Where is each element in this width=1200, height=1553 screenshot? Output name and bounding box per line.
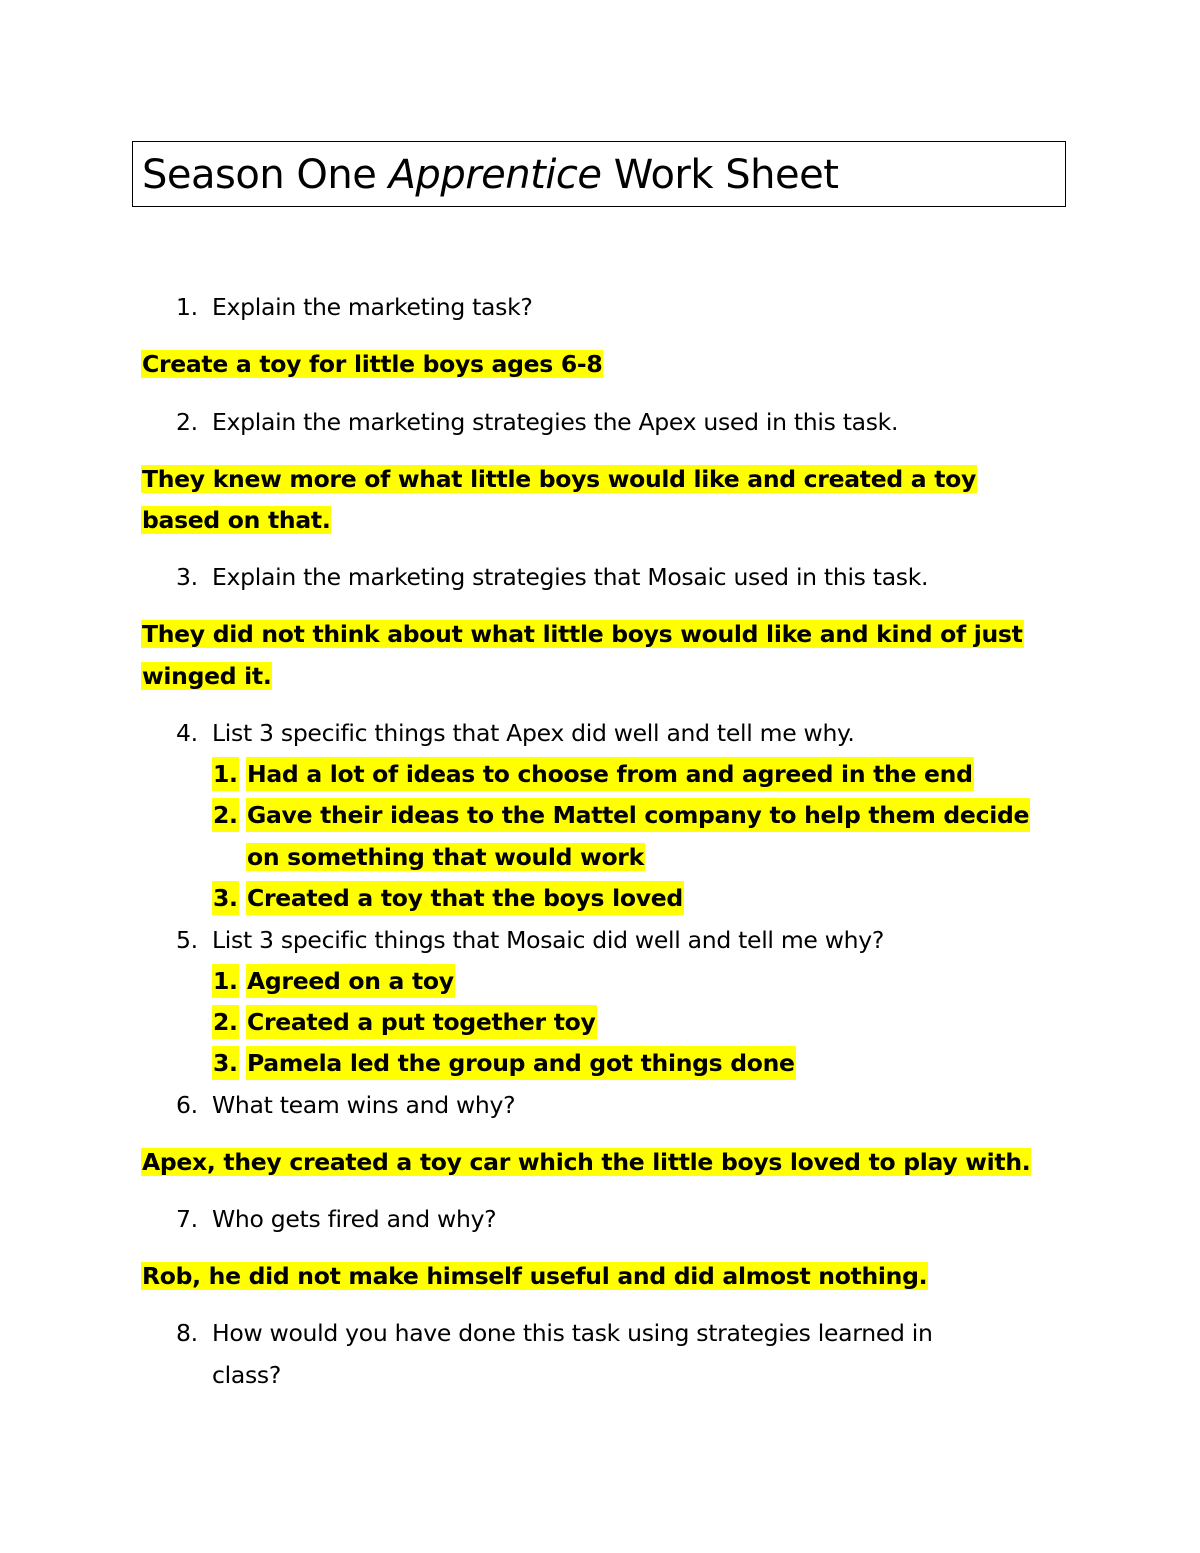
question-3-number: 3.	[176, 563, 198, 591]
question-4-item-2-number: 2.	[212, 798, 239, 832]
answer-3-line-1-text: They did not think about what little boys would like and kind of just	[142, 620, 1023, 648]
question-4-item-2-text: Gave their ideas to the Mattel company to help them decide	[246, 798, 1030, 832]
answer-7	[141, 1259, 928, 1293]
question-8-number: 8.	[176, 1319, 198, 1347]
answer-7-text: Rob, he did not make himself useful and did almost nothing.	[142, 1262, 928, 1290]
question-8-text-line-2: class?	[212, 1361, 282, 1389]
answer-3-line-1	[141, 617, 1024, 651]
answer-3-line-2	[141, 659, 272, 693]
question-5-item-2-number: 2.	[212, 1005, 239, 1039]
answer-2-line-1-text: They knew more of what little boys would like and created a toy	[142, 465, 976, 493]
answer-2-line-2	[141, 503, 331, 537]
question-4-number: 4.	[176, 719, 198, 747]
question-7-number: 7.	[176, 1205, 198, 1233]
question-5-number: 5.	[176, 926, 198, 954]
title-part-3: Work Sheet	[601, 152, 839, 198]
answer-2-line-2-text: based on that.	[142, 506, 331, 534]
title-part-2: Apprentice	[388, 152, 602, 198]
question-5-text: List 3 specific things that Mosaic did well and tell me why?	[212, 926, 885, 954]
question-4-item-3-text: Created a toy that the boys loved	[246, 881, 684, 915]
question-4-item-2-cont	[246, 840, 645, 874]
title-part-1: Season One	[142, 152, 389, 198]
answer-3-line-2-text: winged it.	[142, 662, 272, 690]
question-4-item-1-text: Had a lot of ideas to choose from and agreed in the end	[246, 757, 974, 791]
question-5-item-2-text: Created a put together toy	[246, 1005, 597, 1039]
question-1-number: 1.	[176, 293, 198, 321]
question-5-item-1-text: Agreed on a toy	[246, 964, 455, 998]
question-8-text-line-1: How would you have done this task using strategies learned in	[212, 1319, 933, 1347]
answer-1-text: Create a toy for little boys ages 6-8	[142, 350, 603, 378]
question-3-text: Explain the marketing strategies that Mosaic used in this task.	[212, 563, 929, 591]
page-title	[142, 150, 838, 200]
answer-1	[141, 347, 603, 381]
answer-2-line-1	[141, 462, 977, 496]
question-4-item-3-number: 3.	[212, 881, 239, 915]
question-4-item-2-text-line-2: on something that would work	[247, 843, 644, 871]
answer-6	[141, 1145, 1031, 1179]
question-7-text: Who gets fired and why?	[212, 1205, 497, 1233]
question-2-number: 2.	[176, 408, 198, 436]
question-8-cont	[212, 1358, 281, 1392]
question-4-text: List 3 specific things that Apex did well and tell me why.	[212, 719, 855, 747]
question-1-text: Explain the marketing task?	[212, 293, 533, 321]
question-4-item-1-number: 1.	[212, 757, 239, 791]
question-2-text: Explain the marketing strategies the Apex used in this task.	[212, 408, 899, 436]
answer-6-text: Apex, they created a toy car which the little boys loved to play with.	[142, 1148, 1031, 1176]
question-6-number: 6.	[176, 1091, 198, 1119]
question-5-item-3-number: 3.	[212, 1046, 239, 1080]
question-6-text: What team wins and why?	[212, 1091, 516, 1119]
question-5-item-3-text: Pamela led the group and got things done	[246, 1046, 796, 1080]
question-5-item-1-number: 1.	[212, 964, 239, 998]
title-box	[132, 141, 1066, 207]
